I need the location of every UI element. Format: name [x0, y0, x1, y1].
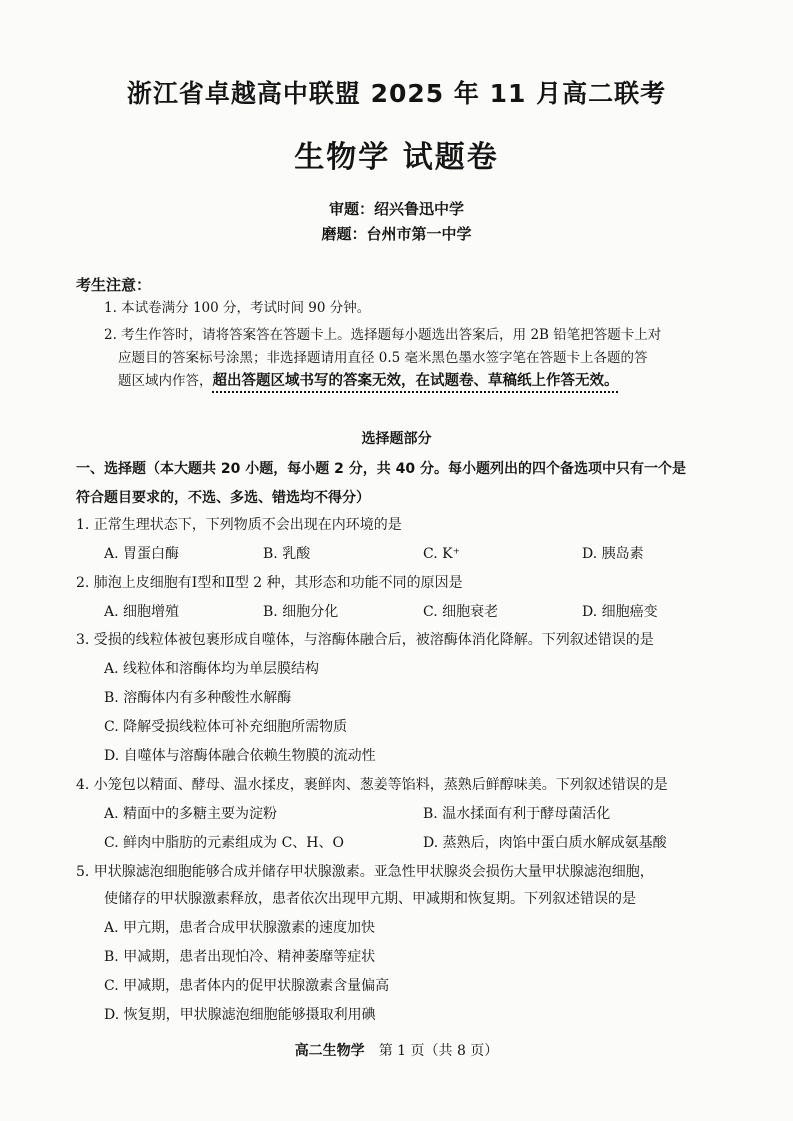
notice-item-1: 1. 本试卷满分 100 分，考试时间 90 分钟。: [104, 300, 371, 316]
footer-page-number: 第 1 页（共 8 页）: [378, 1043, 499, 1059]
exam-title: 浙江省卓越高中联盟 2025 年 11 月高二联考: [126, 79, 667, 108]
question-4-option-b: B. 温水揉面有利于酵母菌活化: [423, 806, 611, 822]
exam-subtitle: 生物学 试题卷: [294, 140, 499, 175]
question-4-stem: 4. 小笼包以精面、酵母、温水揉皮，裹鲜肉、葱姜等馅料，蒸熟后鲜醇味美。下列叙述错误的是: [76, 777, 668, 793]
question-1-stem: 1. 正常生理状态下，下列物质不会出现在内环境的是: [76, 517, 402, 533]
question-2-option-c: C. 细胞衰老: [423, 604, 499, 620]
notice-item-2-line-3: [104, 368, 619, 394]
question-5-option-c: C. 甲减期，患者体内的促甲状腺激素含量偏高: [104, 978, 390, 994]
question-4-option-d: D. 蒸熟后，肉馅中蛋白质水解成氨基酸: [423, 835, 667, 851]
notice-item-2-line-1: 2. 考生作答时，请将答案答在答题卡上。选择题每小题选出答案后，用 2B 铅笔把答题卡上对: [104, 327, 662, 343]
question-3-option-a: A. 线粒体和溶酶体均为单层膜结构: [104, 661, 320, 677]
question-2-stem: 2. 肺泡上皮细胞有Ⅰ型和Ⅱ型 2 种，其形态和功能不同的原因是: [76, 575, 463, 591]
question-1-option-b: B. 乳酸: [263, 546, 311, 562]
question-5-stem: 5. 甲状腺滤泡细胞能够合成并储存甲状腺激素。亚急性甲状腺炎会损伤大量甲状腺滤泡细胞，: [76, 864, 654, 880]
question-2-option-a: A. 细胞增殖: [104, 604, 180, 620]
notice-emphasis-text: 超出答题区域书写的答案无效，在试题卷、草稿纸上作答无效。: [212, 373, 619, 389]
question-5-stem-line-2: 使储存的甲状腺激素释放，患者依次出现甲亢期、甲减期和恢复期。下列叙述错误的是: [104, 891, 636, 907]
notice-item-2-plain-text: 题区域内作答，: [118, 373, 213, 389]
question-1-option-a: A. 胃蛋白酶: [104, 546, 180, 562]
part-one-instructions-line-2: 符合题目要求的，不选、多选、错选均不得分）: [76, 490, 370, 506]
question-1-option-c: C. K⁺: [423, 546, 460, 562]
part-one-instructions-line-1: 一、选择题（本大题共 20 小题，每小题 2 分，共 40 分。每小题列出的四个备选项中只有一个是: [76, 461, 686, 477]
question-3-option-c: C. 降解受损线粒体可补充细胞所需物质: [104, 719, 348, 735]
notice-heading: 考生注意：: [76, 276, 152, 294]
question-2-option-b: B. 细胞分化: [263, 604, 339, 620]
question-5-option-a: A. 甲亢期，患者合成甲状腺激素的速度加快: [104, 920, 376, 936]
notice-item-2-line-2: 应题目的答案标号涂黑；非选择题请用直径 0.5 毫米黑色墨水签字笔在答题卡上各题的答: [118, 350, 648, 366]
section-title: 选择题部分: [361, 431, 432, 447]
question-2-option-d: D. 细胞癌变: [582, 604, 658, 620]
question-5-option-b: B. 甲减期，患者出现怕冷、精神萎靡等症状: [104, 949, 376, 965]
question-4-option-a: A. 精面中的多糖主要为淀粉: [104, 806, 278, 822]
question-3-option-d: D. 自噬体与溶酶体融合依赖生物膜的流动性: [104, 748, 376, 764]
question-3-stem: 3. 受损的线粒体被包裹形成自噬体，与溶酶体融合后，被溶酶体消化降解。下列叙述错误的是: [76, 632, 654, 648]
reviewer-credit: 磨题：台州市第一中学: [321, 225, 472, 243]
question-3-option-b: B. 溶酶体内有多种酸性水解酶: [104, 690, 292, 706]
question-1-option-d: D. 胰岛素: [582, 546, 644, 562]
setter-credit: 审题：绍兴鲁迅中学: [328, 200, 464, 218]
footer-subject: 高二生物学: [294, 1043, 365, 1059]
question-5-option-d: D. 恢复期，甲状腺滤泡细胞能够摄取利用碘: [104, 1007, 376, 1023]
page-footer: [0, 1040, 793, 1060]
question-4-option-c: C. 鲜肉中脂肪的元素组成为 C、H、O: [104, 835, 344, 851]
